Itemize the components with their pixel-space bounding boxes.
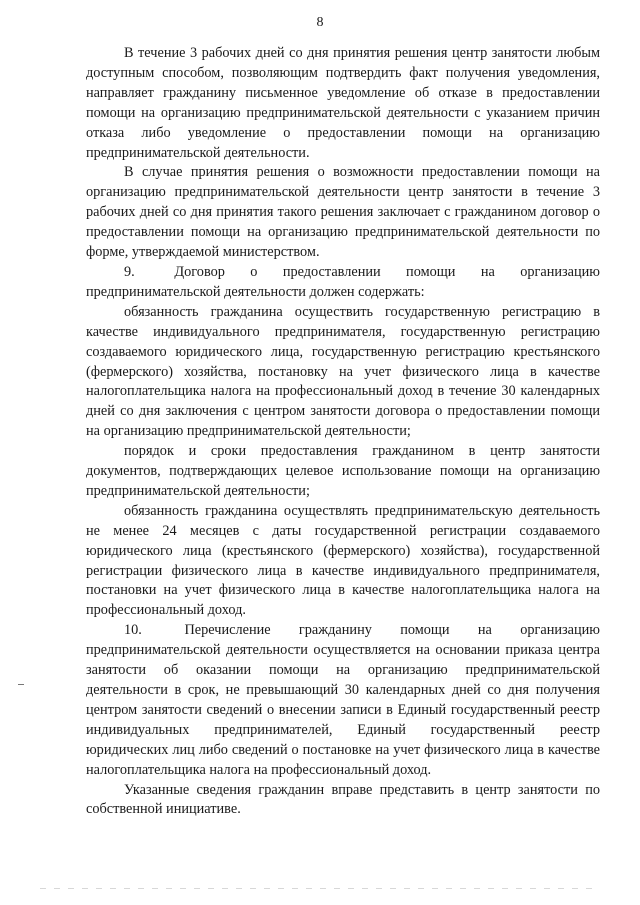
paragraph-registration-obligation: обязанность гражданина осуществить государственную регистрацию в качестве индивидуального предпринимателя, государственную регистрацию создаваемого юридического лица, государственную регистрацию крестьянского (фермерского) хозяйства, постановку на учет физического лица в качестве налогоплательщика налога на профессиональный доход в течение 30 календарных дней со дня заключения с центром занятости договора о предоставлении помощи на организацию предпринимательской деятельности; <box>86 303 600 440</box>
paragraph-activity-obligation: обязанность гражданина осуществлять предпринимательскую деятельность не менее 24 месяцев с даты государственной регистрации создаваемого юридического лица (крестьянского (фермерского) хозяйства), государственной регистрации физического лица в качестве индивидуального предпринимателя, постановки на учет физического лица в качестве налогоплательщика налога на профессиональный доход. <box>86 502 600 619</box>
paragraph-item-9: 9. Договор о предоставлении помощи на организацию предпринимательской деятельности должен содержать: <box>86 263 600 300</box>
paragraph-notification-deadline: В течение 3 рабочих дней со дня принятия решения центр занятости любым доступным способом, позволяющим подтвердить факт получения уведомления, направляет гражданину письменное уведомление об отказе в предоставлении помощи на организацию предпринимательской деятельности с указанием причин отказа либо уведомление о предоставлении помощи на организацию предпринимательской деятельности. <box>86 45 600 161</box>
scan-artifact-bottom-line <box>40 888 600 889</box>
paragraph-documents-procedure: порядок и сроки предоставления гражданином в центр занятости документов, подтверждающих целевое использование помощи на организацию предпринимательской деятельности; <box>86 443 600 499</box>
paragraph-item-10: 10. Перечисление гражданину помощи на организацию предпринимательской деятельности осуществляется на основании приказа центра занятости об оказании помощи на организацию предпринимательской деятельности в срок, не превышающий 30 календарных дней со дня получения центром занятости сведений о внесении записи в Единый государственный реестр индивидуальных предпринимателей, Единый государственный реестр юридических лиц либо сведений о постановке на учет физического лица в качестве налогоплательщика налога на профессиональный доход. <box>86 622 600 778</box>
page-number: 8 <box>316 15 324 30</box>
paragraph-own-initiative: Указанные сведения гражданин вправе представить в центр занятости по собственной инициативе. <box>86 781 600 818</box>
document-body <box>86 44 600 820</box>
paragraph-contract-conclusion: В случае принятия решения о возможности предоставлении помощи на организацию предпринимательской деятельности центр занятости в течение 3 рабочих дней со дня принятия такого решения заключает с гражданином договор о предоставлении помощи на организацию предпринимательской деятельности по форме, утверждаемой министерством. <box>86 164 600 261</box>
scan-artifact-mark <box>18 684 24 685</box>
